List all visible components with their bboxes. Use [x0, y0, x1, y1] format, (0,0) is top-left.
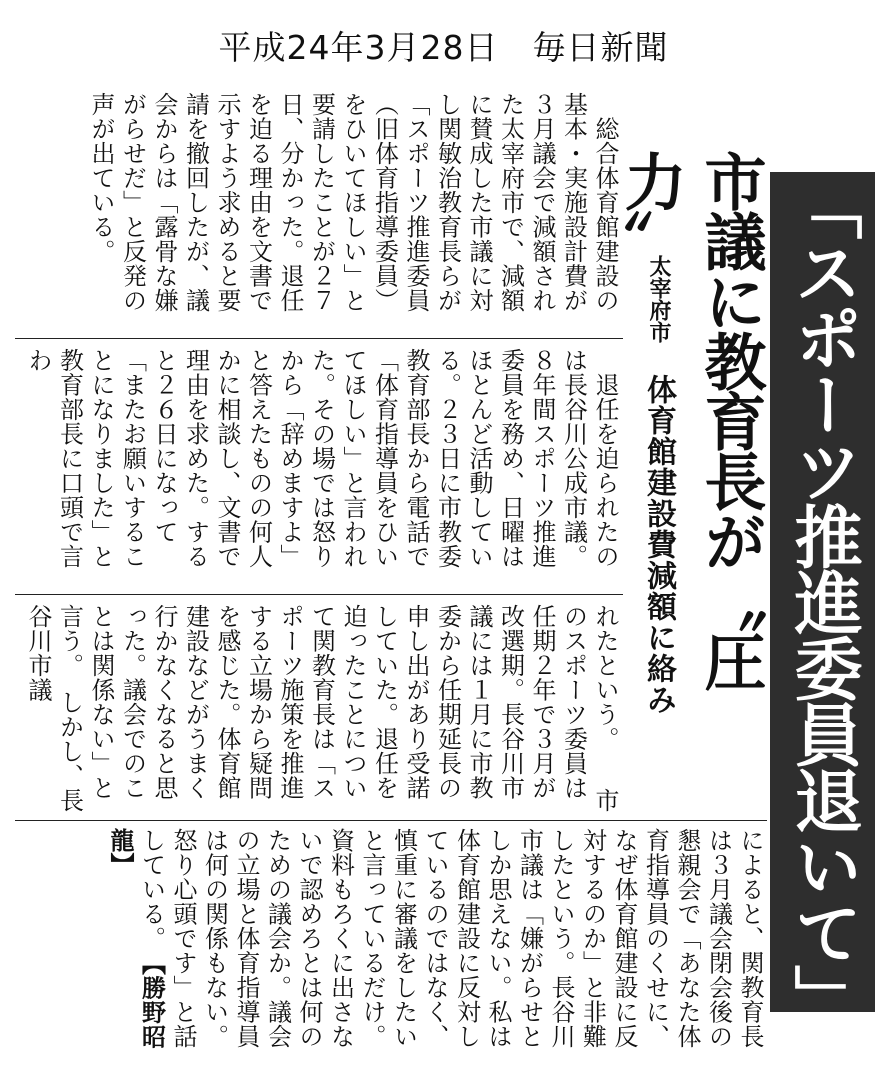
- article-body-tier-4-text: によると、関教育長は３月議会閉会後の懇親会で「あなた体育指導員のくせに、なぜ体育館建設に反対するのか」と非難したという。長谷川市議は「嫌がらせとしか思えない。私は体育館建設に反対しているのではなく、慎重に審議をしたいと言っているだけ。資料もろくに出さないで認めろとは何のための議会か。議会の立場と体育指導員は何の関係もない。怒り心頭です」と話している。: [137, 828, 764, 1049]
- article-body-tier-2: 退任を迫られたのは長谷川公成市議。８年間スポーツ推進委員を務め、日曜はほとんど活動している。２３日に市教委教育部長から電話で「体育指導員をひいてほしい」と言われた。その場では怒りから「辞めますよ」と答えたものの何人かに相談し、文書で理由を求めた。すると２６日になって「またお願いすることになりました」と教育部長に口頭で言わ: [24, 348, 619, 569]
- article-headline: 「スポーツ推進委員退いて」: [770, 172, 875, 1012]
- article-body-tier-1: 総合体育館建設の基本・実施設計費が３月議会で減額された太宰府市で、減額に賛成した市議に対し関敏治教育長らが「スポーツ推進委員（旧体育指導委員）をひいてほしい」と要請したことが２７日、分かった。退任を迫る理由を文書で示すよう求めると要請を撤回したが、議会からは「露骨な嫌がらせだ」と反発の声が出ている。: [87, 92, 619, 313]
- article-subheadline: 市議に教育長が〝圧力〟: [614, 150, 767, 690]
- tier-divider: [15, 338, 623, 339]
- article-byline: 【勝野昭龍】: [106, 828, 166, 1049]
- newspaper-date-source: 平成24年3月28日 毎日新聞: [218, 28, 669, 67]
- kicker-city: 太宰府市: [646, 255, 671, 343]
- tier-divider: [15, 820, 767, 821]
- article-body-tier-3: れたという。 市のスポーツ委員は任期２年で３月が改選期。長谷川市議には１月に市教委から任期延長の申し出があり受諾していた。退任を迫ったことについて関教育長は「スポーツ施策を推進する立場から疑問を感じた。体育館建設などがうまく行かなくなると思った。議会でのことは関係ない」と言う。 しかし、長谷川市議: [24, 604, 619, 813]
- tier-divider: [15, 594, 623, 595]
- article-body-tier-4: [15, 828, 765, 1070]
- kicker-text: 体育館建設費減額に絡み: [641, 374, 676, 715]
- article-kicker: [632, 255, 684, 815]
